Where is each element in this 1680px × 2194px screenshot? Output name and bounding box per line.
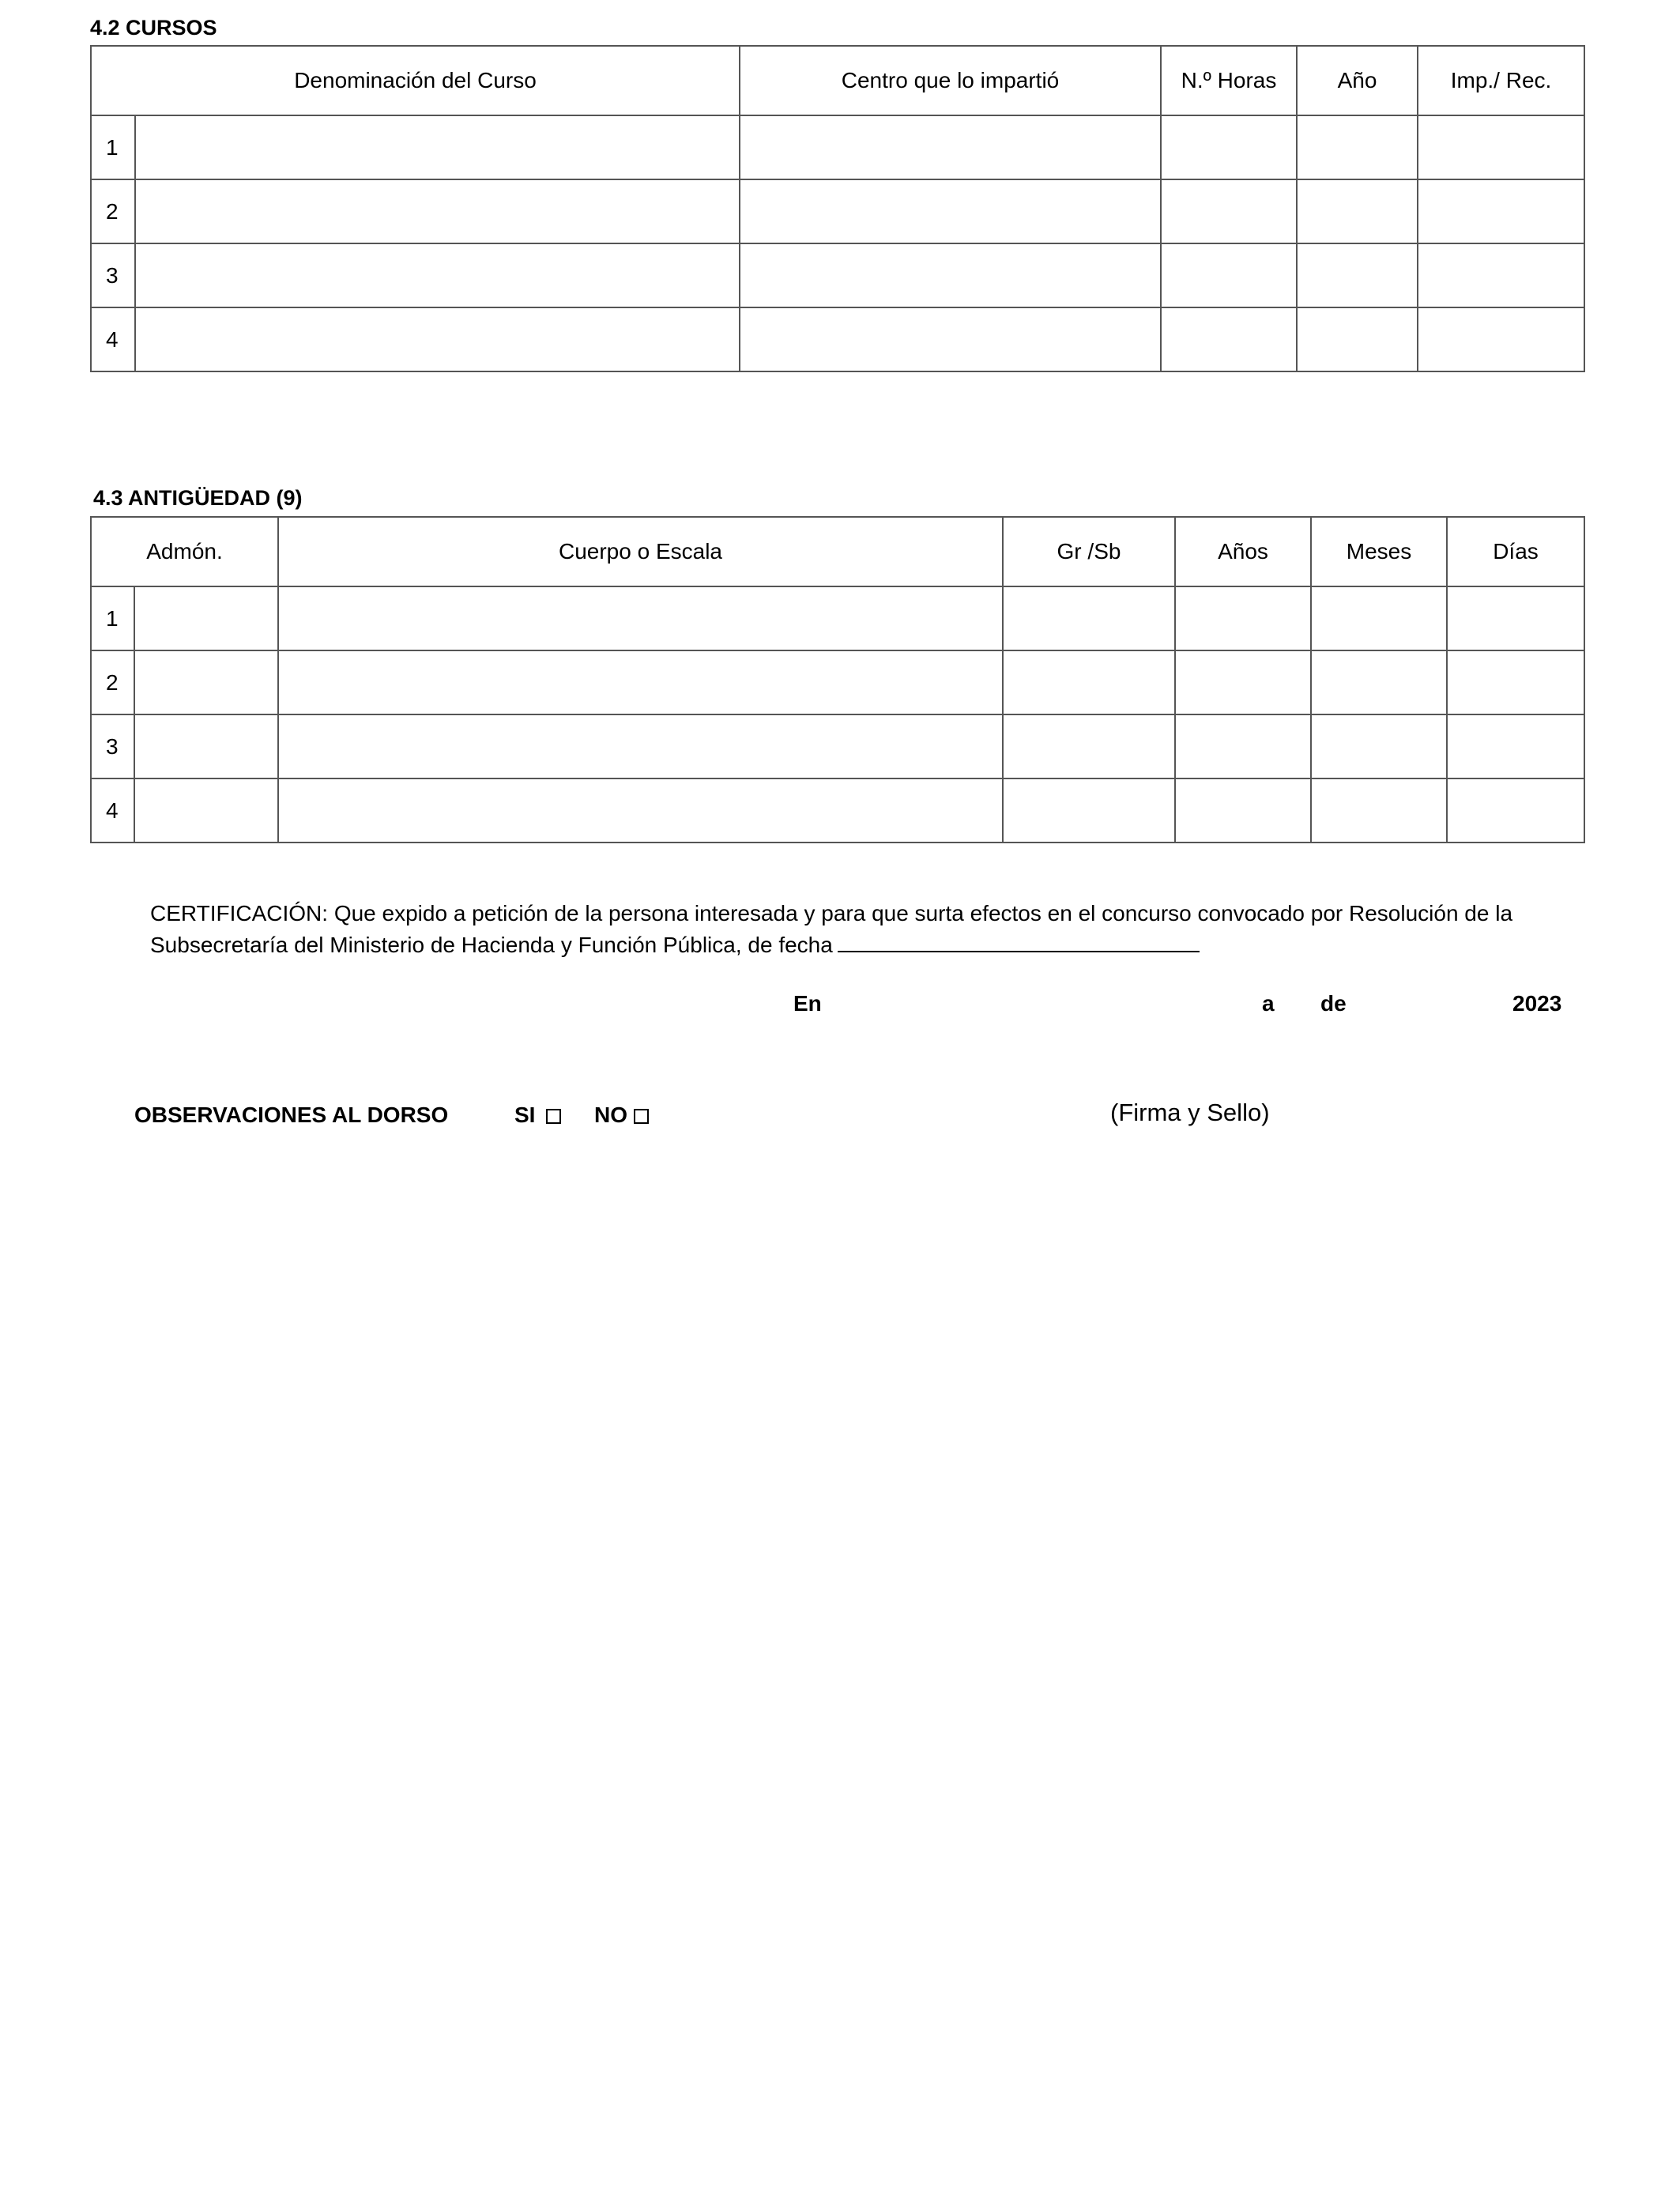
col-header-denominacion: Denominación del Curso — [91, 46, 740, 115]
imp-rec-cell[interactable] — [1418, 307, 1584, 371]
cuerpo-cell[interactable] — [278, 650, 1003, 714]
table-row — [91, 778, 1584, 843]
table-row — [91, 714, 1584, 778]
dias-cell[interactable] — [1447, 586, 1584, 650]
cuerpo-cell[interactable] — [278, 714, 1003, 778]
denominacion-cell[interactable] — [135, 307, 740, 371]
imp-rec-cell[interactable] — [1418, 115, 1584, 179]
row-number: 2 — [91, 179, 135, 243]
col-header-anos: Años — [1175, 517, 1311, 586]
row-number: 1 — [91, 586, 134, 650]
ano-cell[interactable] — [1297, 307, 1418, 371]
ano-cell[interactable] — [1297, 179, 1418, 243]
antiguedad-table — [90, 516, 1585, 843]
antiguedad-header-row — [91, 517, 1584, 586]
denominacion-cell[interactable] — [135, 115, 740, 179]
gr-sb-cell[interactable] — [1003, 714, 1175, 778]
anos-cell[interactable] — [1175, 586, 1311, 650]
firma-sello-label: (Firma y Sello) — [1110, 1099, 1270, 1126]
fecha-blank-line[interactable] — [838, 930, 1200, 952]
si-option[interactable] — [514, 1104, 561, 1126]
cuerpo-cell[interactable] — [278, 778, 1003, 843]
admon-cell[interactable] — [134, 714, 278, 778]
table-row — [91, 243, 1584, 307]
anos-cell[interactable] — [1175, 778, 1311, 843]
meses-cell[interactable] — [1311, 778, 1447, 843]
horas-cell[interactable] — [1161, 179, 1297, 243]
meses-cell[interactable] — [1311, 650, 1447, 714]
col-header-cuerpo: Cuerpo o Escala — [278, 517, 1003, 586]
no-label: NO — [594, 1103, 627, 1127]
gr-sb-cell[interactable] — [1003, 778, 1175, 843]
meses-cell[interactable] — [1311, 586, 1447, 650]
col-header-ano: Año — [1297, 46, 1418, 115]
meses-cell[interactable] — [1311, 714, 1447, 778]
row-number: 3 — [91, 243, 135, 307]
table-row — [91, 586, 1584, 650]
table-row — [91, 650, 1584, 714]
cuerpo-cell[interactable] — [278, 586, 1003, 650]
si-label: SI — [514, 1103, 536, 1127]
centro-cell[interactable] — [740, 115, 1161, 179]
table-row — [91, 179, 1584, 243]
no-checkbox[interactable] — [634, 1109, 649, 1124]
horas-cell[interactable] — [1161, 243, 1297, 307]
ano-cell[interactable] — [1297, 243, 1418, 307]
a-label: a — [1262, 991, 1275, 1016]
gr-sb-cell[interactable] — [1003, 586, 1175, 650]
centro-cell[interactable] — [740, 307, 1161, 371]
observaciones-label: OBSERVACIONES AL DORSO — [134, 1103, 449, 1127]
de-label: de — [1320, 991, 1347, 1016]
en-label: En — [793, 991, 822, 1016]
cursos-header-row — [91, 46, 1584, 115]
col-header-centro: Centro que lo impartió — [740, 46, 1161, 115]
centro-cell[interactable] — [740, 179, 1161, 243]
dias-cell[interactable] — [1447, 778, 1584, 843]
denominacion-cell[interactable] — [135, 243, 740, 307]
dias-cell[interactable] — [1447, 650, 1584, 714]
col-header-gr-sb: Gr /Sb — [1003, 517, 1175, 586]
certificacion-paragraph — [150, 898, 1557, 961]
row-number: 4 — [91, 307, 135, 371]
row-number: 4 — [91, 778, 134, 843]
si-checkbox[interactable] — [546, 1109, 561, 1124]
table-row — [91, 115, 1584, 179]
anos-cell[interactable] — [1175, 714, 1311, 778]
col-header-dias: Días — [1447, 517, 1584, 586]
cursos-title: 4.2 CURSOS — [90, 16, 217, 40]
certificacion-text: CERTIFICACIÓN: Que expido a petición de la persona interesada y para que surta efectos en el concurso convocado por Resolución de la Subsecretaría del Ministerio de Hacienda y Función Pública, de fecha — [150, 901, 1513, 957]
admon-cell[interactable] — [134, 586, 278, 650]
admon-cell[interactable] — [134, 650, 278, 714]
horas-cell[interactable] — [1161, 115, 1297, 179]
anos-cell[interactable] — [1175, 650, 1311, 714]
table-row — [91, 307, 1584, 371]
ano-cell[interactable] — [1297, 115, 1418, 179]
imp-rec-cell[interactable] — [1418, 179, 1584, 243]
col-header-admon: Admón. — [91, 517, 278, 586]
row-number: 3 — [91, 714, 134, 778]
horas-cell[interactable] — [1161, 307, 1297, 371]
antiguedad-title: 4.3 ANTIGÜEDAD (9) — [93, 486, 303, 510]
year-label: 2023 — [1512, 991, 1562, 1016]
cursos-table — [90, 45, 1585, 372]
denominacion-cell[interactable] — [135, 179, 740, 243]
gr-sb-cell[interactable] — [1003, 650, 1175, 714]
col-header-horas: N.º Horas — [1161, 46, 1297, 115]
col-header-meses: Meses — [1311, 517, 1447, 586]
centro-cell[interactable] — [740, 243, 1161, 307]
row-number: 2 — [91, 650, 134, 714]
no-option[interactable] — [594, 1104, 649, 1126]
row-number: 1 — [91, 115, 135, 179]
col-header-imp-rec: Imp./ Rec. — [1418, 46, 1584, 115]
dias-cell[interactable] — [1447, 714, 1584, 778]
imp-rec-cell[interactable] — [1418, 243, 1584, 307]
admon-cell[interactable] — [134, 778, 278, 843]
